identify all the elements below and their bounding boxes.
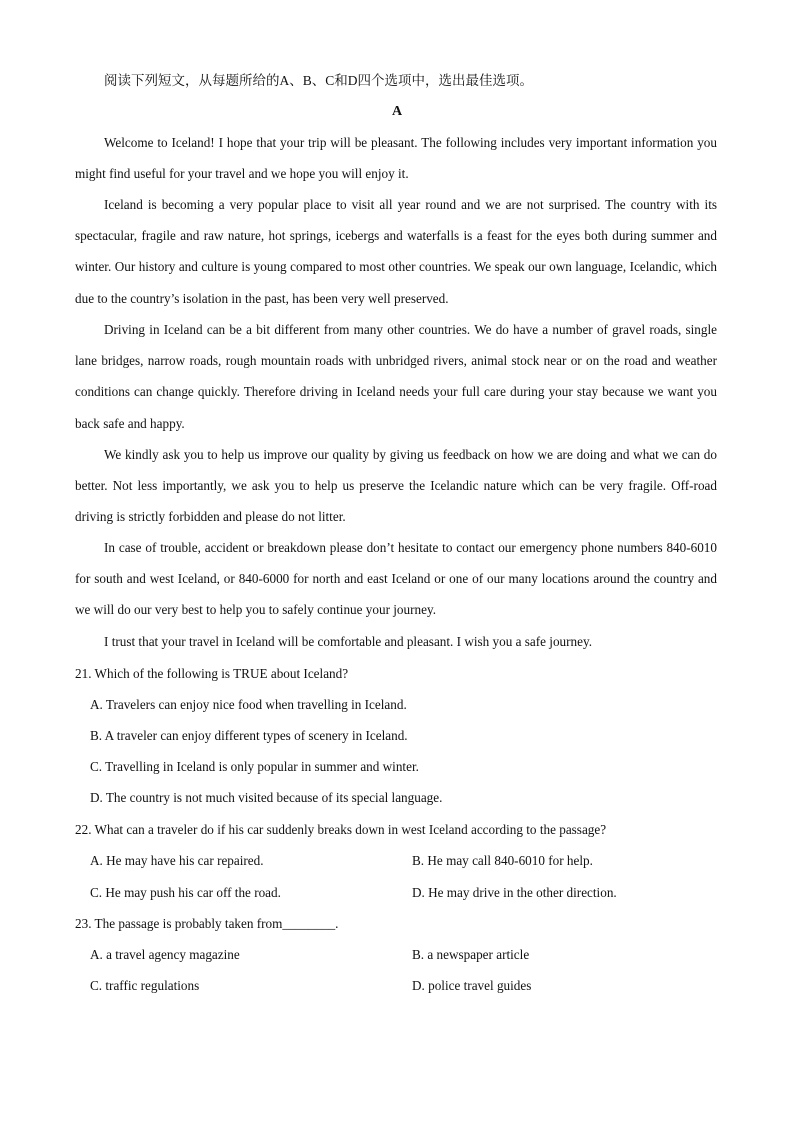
question-21-option-b: B. A traveler can enjoy different types of scenery in Iceland. <box>90 728 408 743</box>
passage-paragraph-5: In case of trouble, accident or breakdown please don’t hesitate to contact our emergency phone numbers 840-6010 for south and west Iceland, or 840-6000 for north and east Iceland or one of our many locations around the country and we will do our very best to help you to safely continue your journey. <box>75 540 717 618</box>
instruction-text: 阅读下列短文，从每题所给的A、B、C和D四个选项中，选出最佳选项。 <box>104 73 534 88</box>
passage-paragraph-6: I trust that your travel in Iceland will be comfortable and pleasant. I wish you a safe journey. <box>104 634 593 649</box>
question-21-option-d: D. The country is not much visited because of its special language. <box>90 790 443 805</box>
passage-paragraph-2: Iceland is becoming a very popular place to visit all year round and we are not surprised. The country with its spectacular, fragile and raw nature, hot springs, icebergs and waterfalls is a feast for the eyes both during summer and winter. Our history and culture is young compared to most other countries. We speak our own language, Icelandic, which due to the country’s isolation in the past, has been very well preserved. <box>75 197 717 306</box>
question-22-option-c: C. He may push his car off the road. <box>90 885 281 900</box>
question-21-stem: 21. Which of the following is TRUE about Iceland? <box>75 666 349 681</box>
question-21-option-a: A. Travelers can enjoy nice food when travelling in Iceland. <box>90 697 407 712</box>
section-title: A <box>391 104 403 119</box>
question-22-option-b: B. He may call 840-6010 for help. <box>412 853 593 868</box>
passage-paragraph-1: Welcome to Iceland! I hope that your trip will be pleasant. The following includes very important information you might find useful for your travel and we hope you will enjoy it. <box>75 135 717 182</box>
question-23-option-d: D. police travel guides <box>412 978 532 993</box>
question-22-option-a: A. He may have his car repaired. <box>90 853 264 868</box>
question-23-option-a: A. a travel agency magazine <box>90 947 240 962</box>
question-23-option-b: B. a newspaper article <box>412 947 530 962</box>
question-22-stem: 22. What can a traveler do if his car suddenly breaks down in west Iceland according to the passage? <box>75 822 607 837</box>
question-23-option-c: C. traffic regulations <box>90 978 200 993</box>
question-22-option-d: D. He may drive in the other direction. <box>412 885 617 900</box>
question-21-option-c: C. Travelling in Iceland is only popular in summer and winter. <box>90 759 419 774</box>
passage-paragraph-3: Driving in Iceland can be a bit different from many other countries. We do have a number of gravel roads, single lane bridges, narrow roads, rough mountain roads with unbridged rivers, animal stock near or on the road and weather conditions can change quickly. Therefore driving in Iceland needs your full care during your stay because we want you back safe and happy. <box>75 322 717 431</box>
passage-paragraph-4: We kindly ask you to help us improve our quality by giving us feedback on how we are doing and what we can do better. Not less importantly, we ask you to help us preserve the Icelandic nature which can be very fragile. Off-road driving is strictly forbidden and please do not litter. <box>75 447 717 525</box>
question-23-stem: 23. The passage is probably taken from________. <box>75 916 339 931</box>
